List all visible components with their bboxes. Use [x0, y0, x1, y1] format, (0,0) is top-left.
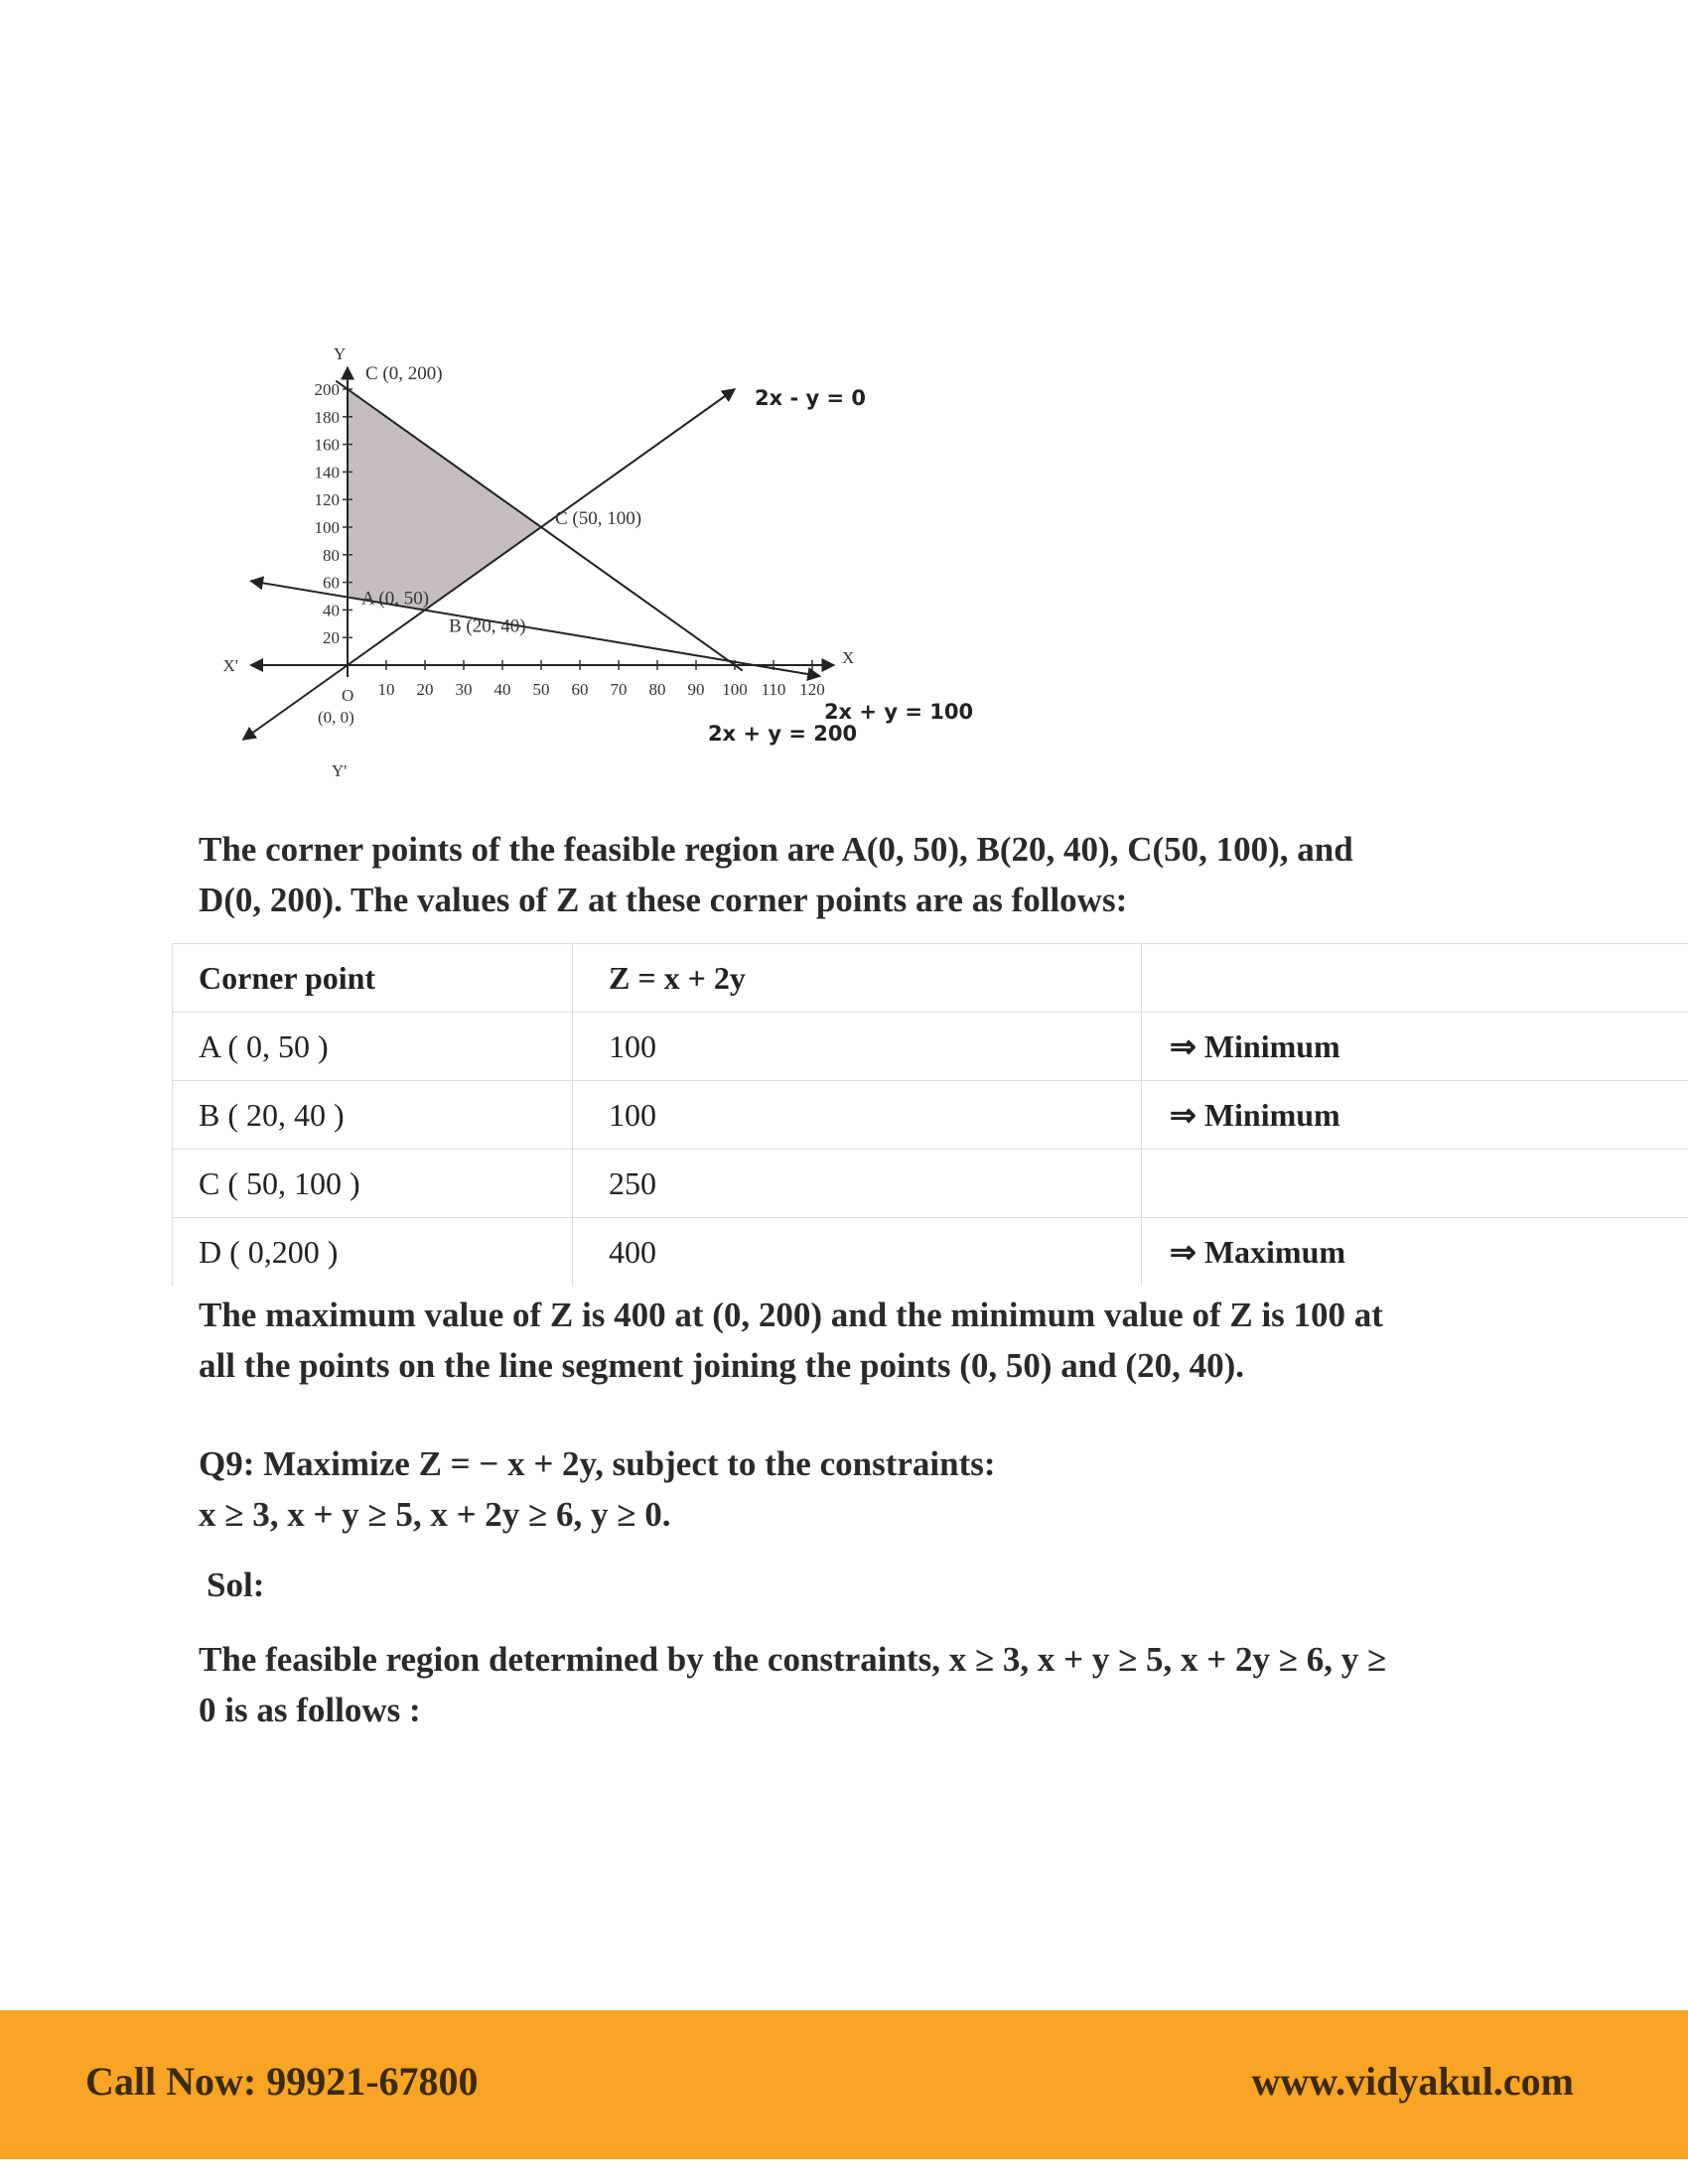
feasible-region-graph — [189, 194, 1003, 809]
z-cell: 100 — [573, 1013, 1142, 1081]
header-z-value: Z = x + 2y — [573, 944, 1142, 1013]
table-row — [173, 1013, 1688, 1081]
note-cell: ⇒ Maximum — [1142, 1218, 1688, 1287]
x-tick-label: 40 — [493, 680, 511, 699]
corner-point-label: B (20, 40) — [449, 615, 526, 637]
intro-line-2: D(0, 200). The values of Z at these corner points are as follows: — [199, 881, 1128, 919]
table-row — [173, 1150, 1688, 1218]
x-axis-label: X — [842, 648, 855, 667]
y-tick-label: 40 — [323, 601, 340, 620]
x-tick-label: 90 — [687, 680, 705, 699]
x-tick-label: 50 — [532, 680, 550, 699]
x-tick-label: 80 — [648, 680, 666, 699]
y-neg-axis-label: Y' — [332, 761, 348, 780]
conclusion-line-1: The maximum value of Z is 400 at (0, 200) and the minimum value of Z is 100 at — [199, 1296, 1383, 1334]
equation-label: 2x + y = 100 — [823, 700, 974, 724]
origin-coord-label: (0, 0) — [318, 708, 354, 727]
x-tick-label: 30 — [455, 680, 473, 699]
corner-cell: C ( 50, 100 ) — [173, 1150, 573, 1218]
sol-text: Sol: — [207, 1566, 265, 1604]
corner-point-label: A (0, 50) — [361, 588, 430, 610]
y-tick-label: 180 — [314, 407, 340, 427]
x-tick-label: 110 — [761, 680, 786, 699]
y-tick-label: 140 — [314, 463, 340, 482]
y-tick-label: 20 — [323, 628, 340, 648]
feasible-line-1: The feasible region determined by the constraints, x ≥ 3, x + y ≥ 5, x + 2y ≥ 6, y ≥ — [199, 1640, 1387, 1679]
x-tick-label: 70 — [610, 680, 628, 699]
call-now-text: Call Now: 99921-67800 — [85, 2059, 479, 2104]
table-row — [173, 1081, 1688, 1150]
corner-point-label: C (50, 100) — [555, 508, 642, 529]
intro-line-1: The corner points of the feasible region are A(0, 50), B(20, 40), C(50, 100), and — [199, 830, 1353, 869]
corner-points-intro — [199, 824, 1519, 925]
y-tick-label: 60 — [323, 573, 340, 593]
feasible-paragraph — [199, 1634, 1519, 1735]
website-link[interactable]: www.vidyakul.com — [1251, 2059, 1574, 2104]
y-tick-label: 80 — [323, 545, 340, 565]
x-tick-label: 10 — [377, 680, 395, 699]
equation-label: 2x + y = 200 — [707, 722, 858, 746]
x-tick-label: 120 — [799, 680, 825, 699]
graph-svg — [189, 194, 1003, 809]
feasible-line-2: 0 is as follows : — [199, 1691, 421, 1729]
conclusion-paragraph — [199, 1290, 1519, 1391]
corner-cell: D ( 0,200 ) — [173, 1218, 573, 1287]
corner-point-table — [172, 943, 1688, 1286]
origin-label: O — [342, 686, 354, 705]
header-corner-point: Corner point — [173, 944, 573, 1013]
feasible-region — [348, 389, 541, 610]
question-line-2: x ≥ 3, x + y ≥ 5, x + 2y ≥ 6, y ≥ 0. — [199, 1495, 671, 1534]
x-tick-label: 20 — [416, 680, 434, 699]
y-tick-label: 100 — [314, 518, 340, 537]
z-cell: 250 — [573, 1150, 1142, 1218]
note-cell: ⇒ Minimum — [1142, 1013, 1688, 1081]
x-tick-label: 60 — [571, 680, 589, 699]
footer-banner — [0, 2010, 1688, 2159]
corner-cell: B ( 20, 40 ) — [173, 1081, 573, 1150]
y-axis-label: Y — [334, 344, 347, 363]
z-cell: 100 — [573, 1081, 1142, 1150]
note-cell: ⇒ Minimum — [1142, 1081, 1688, 1150]
conclusion-line-2: all the points on the line segment joining the points (0, 50) and (20, 40). — [199, 1346, 1244, 1385]
corner-point-label: C (0, 200) — [365, 363, 443, 384]
z-cell: 400 — [573, 1218, 1142, 1287]
x-tick-label: 100 — [722, 680, 748, 699]
table-row — [173, 1218, 1688, 1287]
question-line-1: Q9: Maximize Z = − x + 2y, subject to the constraints: — [199, 1444, 996, 1483]
table-header-row — [173, 944, 1688, 1013]
equation-label: 2x - y = 0 — [755, 386, 867, 410]
x-neg-axis-label: X' — [222, 656, 238, 675]
corner-cell: A ( 0, 50 ) — [173, 1013, 573, 1081]
note-cell — [1142, 1150, 1688, 1218]
header-note — [1142, 944, 1688, 1013]
y-tick-label: 200 — [314, 380, 340, 399]
question-q9 — [199, 1438, 1519, 1540]
y-tick-label: 160 — [314, 435, 340, 455]
sol-label — [207, 1560, 1527, 1610]
y-tick-label: 120 — [314, 490, 340, 510]
